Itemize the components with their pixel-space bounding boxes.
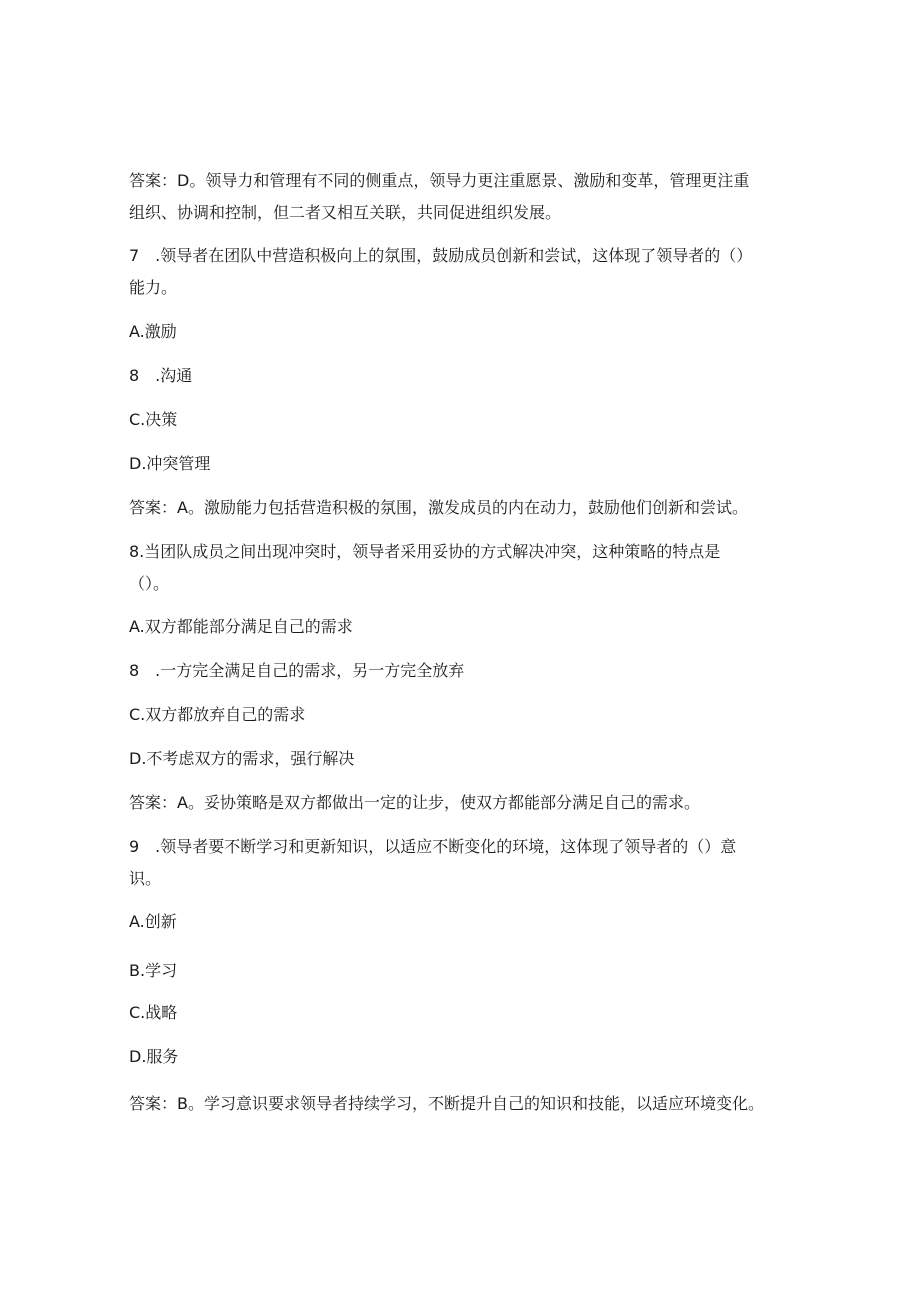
question-8-option-b: 8 .一方完全满足自己的需求，另一方完全放弃 — [129, 661, 465, 680]
answer-7: 答案：A。激励能力包括营造积极的氛围，激发成员的内在动力，鼓励他们创新和尝试。 — [129, 498, 748, 517]
answer-9: 答案：B。学习意识要求领导者持续学习，不断提升自己的知识和技能，以适应环境变化。 — [129, 1094, 764, 1113]
question-9-option-c: C.战略 — [129, 1003, 178, 1022]
question-8-option-d: D.不考虑双方的需求，强行解决 — [129, 749, 355, 768]
question-7-option-b: 8 .沟通 — [129, 366, 193, 385]
question-8-option-c: C.双方都放弃自己的需求 — [129, 705, 306, 724]
question-9-option-d: D.服务 — [129, 1047, 179, 1066]
question-9-option-a: A.创新 — [129, 912, 177, 931]
answer-6-line-2: 组织、协调和控制，但二者又相互关联，共同促进组织发展。 — [129, 203, 562, 222]
question-7-option-a: A.激励 — [129, 322, 177, 341]
question-7-option-d: D.冲突管理 — [129, 454, 211, 473]
question-8-line-1: 8.当团队成员之间出现冲突时，领导者采用妥协的方式解决冲突，这种策略的特点是 — [129, 542, 721, 561]
question-8-line-2: （）。 — [129, 574, 170, 593]
question-9-line-1: 9 .领导者要不断学习和更新知识，以适应不断变化的环境，这体现了领导者的（）意 — [129, 837, 737, 856]
answer-6-line-1: 答案：D。领导力和管理有不同的侧重点，领导力更注重愿景、激励和变革，管理更注重 — [129, 171, 750, 190]
question-7-line-2: 能力。 — [129, 278, 178, 297]
question-9-line-2: 识。 — [129, 869, 162, 888]
question-9-option-b: B.学习 — [129, 961, 178, 980]
question-7-option-c: C.决策 — [129, 410, 178, 429]
answer-8: 答案：A。妥协策略是双方都做出一定的让步，使双方都能部分满足自己的需求。 — [129, 793, 700, 812]
question-8-option-a: A.双方都能部分满足自己的需求 — [129, 617, 353, 636]
question-7-line-1: 7 .领导者在团队中营造积极向上的氛围，鼓励成员创新和尝试，这体现了领导者的（） — [129, 246, 753, 265]
